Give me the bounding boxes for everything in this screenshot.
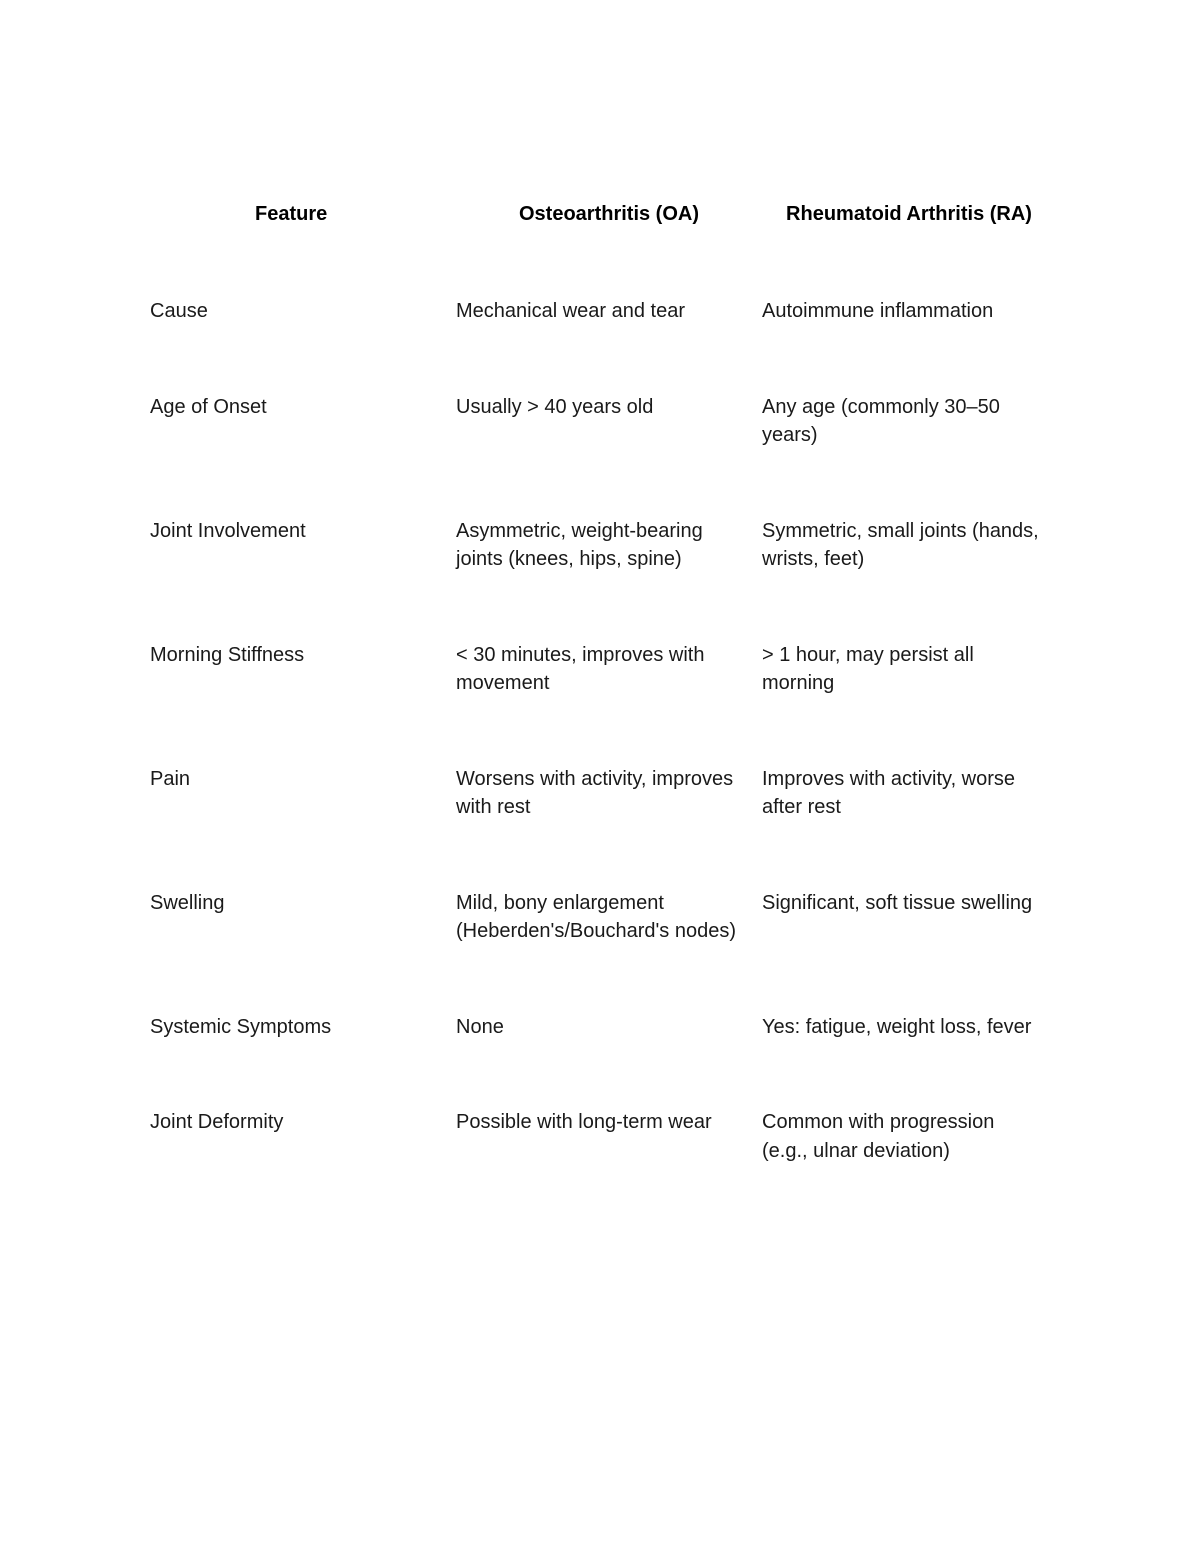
table-row: [150, 297, 1050, 393]
ra-cell: Yes: fatigue, weight loss, fever: [762, 1015, 1032, 1038]
ra-cell: Improves with activity, worse after rest: [762, 767, 1016, 818]
table-row: [150, 641, 1050, 765]
ra-cell: Common with progression (e.g., ulnar deviation): [762, 1111, 995, 1162]
oa-cell: None: [456, 1015, 504, 1038]
feature-cell: Cause: [150, 300, 208, 322]
ra-cell: Symmetric, small joints (hands, wrists, feet): [762, 519, 1039, 570]
feature-cell: Swelling: [150, 891, 225, 914]
header-row: [150, 200, 1050, 297]
feature-cell: Joint Involvement: [150, 519, 306, 542]
comparison-table: [150, 200, 1050, 1232]
oa-cell: Usually > 40 years old: [456, 395, 654, 418]
oa-cell: < 30 minutes, improves with movement: [456, 643, 705, 694]
feature-cell: Systemic Symptoms: [150, 1015, 332, 1038]
header-feature: Feature: [255, 203, 328, 225]
table-header: [150, 200, 1050, 297]
table-body: [150, 297, 1050, 1232]
table-row: [150, 765, 1050, 889]
feature-cell: Age of Onset: [150, 395, 267, 418]
oa-cell: Asymmetric, weight-bearing joints (knees, hips, spine): [456, 519, 703, 570]
ra-cell: Any age (commonly 30–50 years): [762, 395, 1000, 446]
ra-cell: Autoimmune inflammation: [762, 300, 994, 322]
feature-cell: Joint Deformity: [150, 1111, 284, 1133]
ra-cell: Significant, soft tissue swelling: [762, 891, 1033, 914]
feature-cell: Morning Stiffness: [150, 643, 305, 666]
ra-cell: > 1 hour, may persist all morning: [762, 643, 974, 694]
table-row: [150, 393, 1050, 517]
feature-cell: Pain: [150, 767, 191, 790]
header-osteoarthritis: Osteoarthritis (OA): [518, 203, 700, 225]
oa-cell: Possible with long-term wear: [456, 1111, 712, 1133]
table-row: [150, 889, 1050, 1013]
table-row: [150, 1013, 1050, 1109]
header-rheumatoid-arthritis: Rheumatoid Arthritis (RA): [786, 203, 1032, 225]
oa-cell: Mild, bony enlargement (Heberden's/Bouchard's nodes): [456, 891, 737, 942]
table-row: [150, 517, 1050, 641]
oa-cell: Mechanical wear and tear: [456, 300, 686, 322]
table-row: [150, 1108, 1050, 1232]
oa-cell: Worsens with activity, improves with rest: [456, 767, 734, 818]
